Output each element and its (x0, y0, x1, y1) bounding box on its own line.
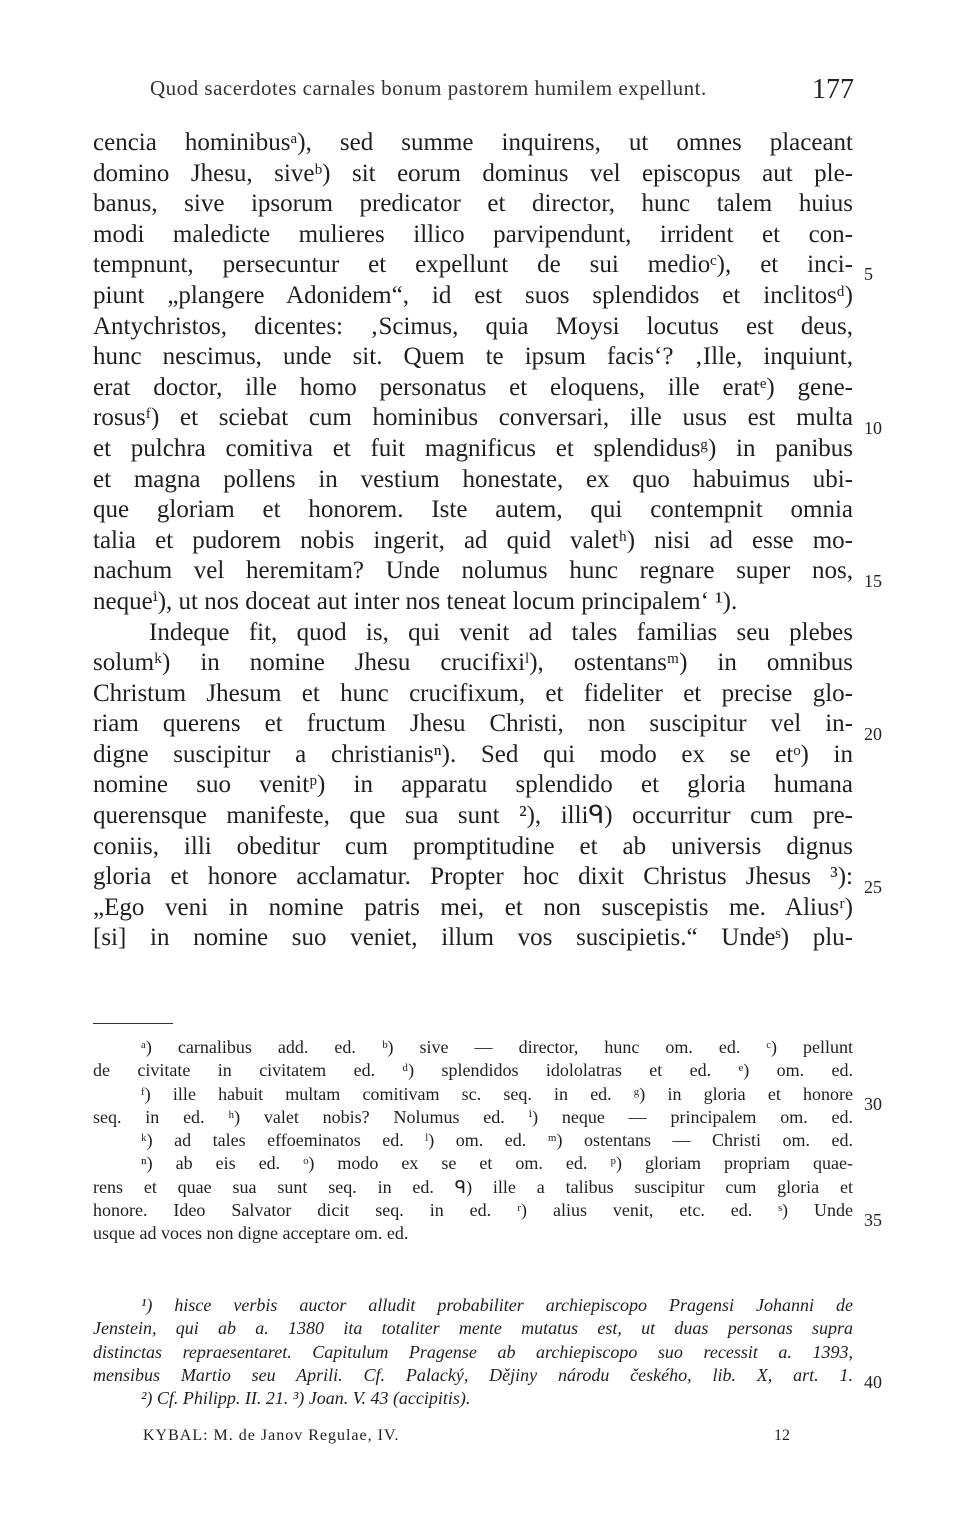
apparatus-footnotes (93, 1036, 853, 1246)
text-line: domino Jhesu, siveᵇ) sit eorum dominus vel episcopus aut ple- (93, 159, 853, 187)
text-line: solumᵏ) in nomine Jhesu crucifixiˡ), ostentansᵐ) in omnibus (93, 649, 853, 677)
footnote-line: seq. in ed. ʰ) valet nobis? Nolumus ed. ⁱ) neque — principalem om. ed. (93, 1106, 853, 1127)
text-line: hunc nescimus, unde sit. Quem te ipsum facis‘? ‚Ille, inquiunt, (93, 343, 853, 371)
text-line: et pulchra comitiva et fuit magnificus et splendidusᵍ) in panibus (93, 434, 853, 462)
footnote-line: de civitate in civitatem ed. ᵈ) splendidos idololatras et ed. ᵉ) om. ed. (93, 1060, 853, 1081)
line-number: 20 (864, 724, 882, 744)
line-number: 5 (864, 264, 873, 284)
text-line: digne suscipitur a christianisⁿ). Sed qui modo ex se etᵒ) in (93, 740, 853, 768)
footnote-separator (93, 1023, 173, 1024)
text-line: nomine suo venitᵖ) in apparatu splendido et gloria humana (93, 771, 853, 799)
text-line: piunt „plangere Adonidem“, id est suos splendidos et inclitosᵈ) (93, 281, 853, 309)
text-line: „Ego veni in nomine patris mei, et non suscepistis me. Aliusʳ) (93, 893, 853, 921)
text-line: que gloriam et honorem. Iste autem, qui contempnit omnia (93, 496, 853, 524)
endnote-line: ¹) hisce verbis auctor alludit probabiliter archiepiscopo Pragensi Johanni de (141, 1295, 853, 1315)
text-line: cencia hominibusᵃ), sed summe inquirens, ut omnes placeant (93, 129, 853, 156)
footnote-line: usque ad voces non digne acceptare om. ed. (93, 1223, 409, 1244)
line-number: 10 (864, 418, 882, 438)
main-text (93, 128, 853, 954)
text-line: [si] in nomine suo veniet, illum vos suscipietis.“ Undeˢ) plu- (93, 924, 853, 952)
line-number: 30 (864, 1094, 882, 1114)
endnote-line: ²) Cf. Philipp. II. 21. ³) Joan. V. 43 (accipitis). (141, 1388, 471, 1409)
text-line: nequeⁱ), ut nos doceat aut inter nos teneat locum principalem‘ ¹). (93, 587, 738, 615)
footnote-line: ᶠ) ille habuit multam comitivam sc. seq. in ed. ᵍ) in gloria et honore (141, 1083, 853, 1104)
line-number: 25 (864, 877, 882, 897)
text-line: rosusᶠ) et sciebat cum hominibus conversari, ille usus est multa (93, 404, 853, 432)
line-number: 35 (864, 1210, 882, 1230)
line-number: 40 (864, 1372, 882, 1392)
text-line: Antychristos, dicentes: ‚Scimus, quia Moysi locutus est deus, (93, 312, 853, 340)
endnote-line: Jenstein, qui ab a. 1380 ita totaliter mente mutatus est, ut duas personas supra (93, 1318, 853, 1339)
sheet-number: 12 (774, 1427, 790, 1444)
printer-signature: KYBAL: M. de Janov Regulae, IV. (143, 1427, 400, 1444)
text-line: Christum Jhesum et hunc crucifixum, et fideliter et precise glo- (93, 679, 853, 707)
text-line: modi maledicte mulieres illico parvipendunt, irrident et con- (93, 220, 853, 248)
line-number: 15 (864, 571, 882, 591)
text-line: talia et pudorem nobis ingerit, ad quid valetʰ) nisi ad esse mo- (93, 526, 853, 554)
text-line: banus, sive ipsorum predicator et director, hunc talem huius (93, 190, 853, 218)
text-line: riam querens et fructum Jhesu Christi, non suscipitur vel in- (93, 710, 853, 738)
footnote-line: ᵃ) carnalibus add. ed. ᵇ) sive — director, hunc om. ed. ᶜ) pellunt (141, 1037, 853, 1057)
text-line: erat doctor, ille homo personatus et eloquens, ille eratᵉ) gene- (93, 373, 853, 401)
text-line: coniis, illi obeditur cum promptitudine et ab universis dignus (93, 832, 853, 860)
text-line: tempnunt, persecuntur et expellunt de sui medioᶜ), et inci- (93, 251, 853, 279)
text-line: gloria et honore acclamatur. Propter hoc dixit Christus Jhesus ³): (93, 863, 853, 891)
footnote-line: honore. Ideo Salvator dicit seq. in ed. ʳ) alius venit, etc. ed. ˢ) Unde (93, 1200, 853, 1221)
text-line: Indeque fit, quod is, qui venit ad tales familias seu plebes (149, 618, 853, 646)
running-head: Quod sacerdotes carnales bonum pastorem humilem expellunt. (150, 76, 707, 100)
footnote-line: ᵏ) ad tales effoeminatos ed. ˡ) om. ed. ᵐ) ostentans — Christi om. ed. (141, 1130, 853, 1151)
footnote-line: rens et quae sua sunt seq. in ed. ᑫ) ille a talibus suscipitur cum gloria et (93, 1176, 853, 1197)
text-line: nachum vel heremitam? Unde nolumus hunc regnare super nos, (93, 557, 853, 585)
text-line: querensque manifeste, que sua sunt ²), illiᑫ) occurritur cum pre- (93, 802, 853, 830)
footnote-line: ⁿ) ab eis ed. ᵒ) modo ex se et om. ed. ᵖ) gloriam propriam quae- (141, 1153, 853, 1174)
endnote-line: mensibus Martio seu Aprili. Cf. Palacký, Dějiny národu českého, lib. X, art. 1. (93, 1364, 853, 1385)
page-number: 177 (812, 74, 854, 105)
text-line: et magna pollens in vestium honestate, ex quo habuimus ubi- (93, 465, 853, 493)
endnote-line: distinctas repraesentaret. Capitulum Pragense ab archiepiscopo suo recessit a. 1393, (93, 1341, 853, 1362)
editorial-notes (93, 1294, 853, 1410)
